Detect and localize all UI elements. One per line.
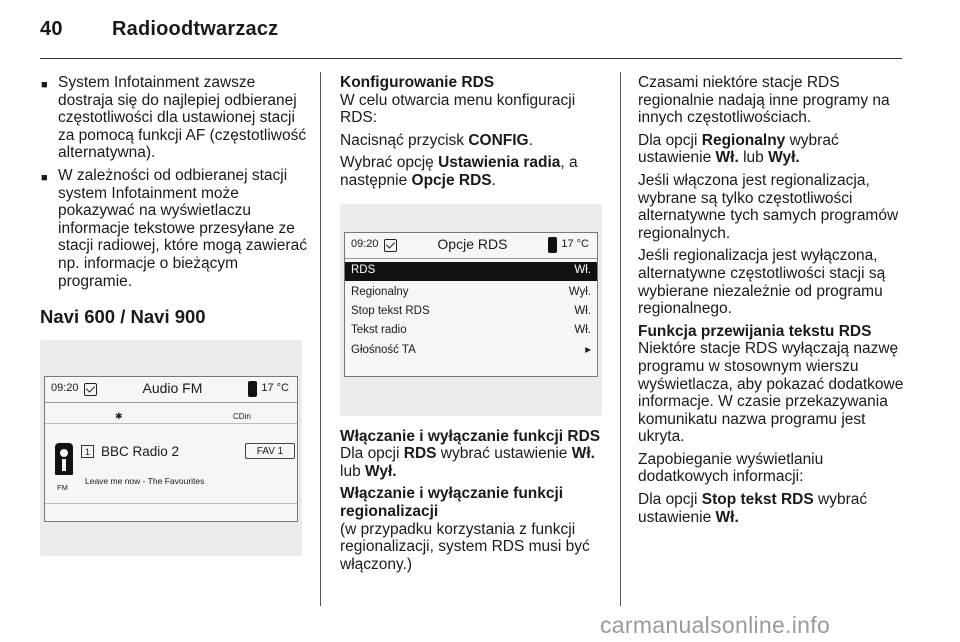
bluetooth-icon: ✱ bbox=[115, 410, 123, 421]
text: lub bbox=[340, 462, 365, 480]
rds-option-regional[interactable] bbox=[345, 284, 597, 303]
option-value: Wył. bbox=[568, 286, 591, 299]
radio-tower-icon bbox=[55, 443, 73, 475]
option-rds: Opcje RDS bbox=[411, 171, 492, 189]
rds-onoff-text bbox=[340, 445, 606, 480]
column-divider bbox=[320, 72, 321, 606]
bullet-text: System Infotainment zawsze dostraja się do najlepiej odbieranej częstotliwości dla ustawionej stacji za pomocą funkcji AF (częstotliwość alternatywna). bbox=[58, 74, 307, 162]
bullet-item bbox=[40, 167, 312, 290]
paragraph bbox=[638, 132, 906, 167]
watermark-url: carmanualsonline.info bbox=[600, 612, 831, 638]
temperature: 17 °C bbox=[261, 382, 289, 395]
clock: 09:20 bbox=[51, 382, 79, 395]
rds-option-ta-volume[interactable] bbox=[345, 342, 597, 361]
status-bar bbox=[45, 377, 297, 403]
text: Dla opcji bbox=[638, 491, 702, 509]
regional-text: (w przypadku korzystania z funkcji regionalizacji, system RDS musi być włączony.) bbox=[340, 520, 590, 573]
temperature: 17 °C bbox=[561, 238, 589, 251]
value-on: Wł. bbox=[715, 149, 739, 167]
page-number: 40 bbox=[40, 18, 63, 40]
column-divider bbox=[620, 72, 621, 606]
option-value: Wł. bbox=[574, 305, 591, 318]
bullet-item bbox=[40, 74, 312, 162]
rds-option-radio-text[interactable] bbox=[345, 322, 597, 341]
paragraph: Czasami niektóre stacje RDS regionalnie nadają inne programy na innych częstotliwościach. bbox=[638, 74, 890, 127]
section-title: Navi 600 / Navi 900 bbox=[40, 306, 206, 328]
divider bbox=[45, 503, 297, 504]
step-2 bbox=[340, 154, 606, 189]
value-off: Wył. bbox=[365, 462, 397, 480]
option-regional: Regionalny bbox=[701, 131, 786, 149]
column-3 bbox=[638, 74, 906, 531]
clock: 09:20 bbox=[351, 238, 379, 251]
option-rds: RDS bbox=[403, 445, 437, 463]
freeze-title: Funkcja przewijania tekstu RDS bbox=[638, 322, 872, 340]
config-intro: W celu otwarcia menu konfiguracji RDS: bbox=[340, 91, 576, 127]
thermometer-icon bbox=[548, 237, 557, 253]
option-label: Głośność TA bbox=[351, 344, 416, 357]
divider bbox=[45, 423, 297, 424]
text: wybrać ustawienie bbox=[436, 445, 572, 463]
step-1 bbox=[340, 132, 606, 150]
rds-option-rds[interactable] bbox=[345, 262, 597, 281]
rds-screen-photo bbox=[340, 204, 602, 416]
text: Nacisnąć przycisk bbox=[340, 131, 469, 149]
config-title: Konfigurowanie RDS bbox=[340, 74, 495, 91]
text: , a następnie bbox=[340, 154, 578, 189]
header-rule bbox=[40, 58, 902, 59]
thermometer-icon bbox=[248, 381, 257, 397]
value-on: Wł. bbox=[571, 445, 595, 463]
screen-title: Audio FM bbox=[142, 380, 203, 397]
status-bar bbox=[345, 233, 597, 259]
band-label: FM bbox=[57, 482, 68, 492]
screen-title: Opcje RDS bbox=[437, 236, 508, 253]
text: . bbox=[491, 171, 496, 189]
rds-screen bbox=[344, 232, 598, 377]
paragraph: Jeśli regionalizacja jest wyłączona, alternatywne częstotliwości stacji są wybierane niezależnie od programu regionalnego. bbox=[638, 247, 886, 318]
option-label: Tekst radio bbox=[351, 324, 407, 337]
config-key: CONFIG bbox=[468, 131, 529, 149]
text: Dla opcji bbox=[340, 445, 404, 463]
option-label: RDS bbox=[351, 264, 376, 277]
text: Wybrać opcję bbox=[340, 154, 439, 172]
text: Dla opcji bbox=[638, 131, 702, 149]
paragraph: Jeśli włączona jest regionalizacja, wybrane są tylko częstotliwości alternatywne tych samych programów regionalnych. bbox=[638, 171, 899, 242]
chevron-right-icon: ▸ bbox=[585, 344, 591, 357]
checkmark-icon bbox=[384, 239, 397, 252]
page-title: Radioodtwarzacz bbox=[112, 18, 279, 40]
option-label: Regionalny bbox=[351, 286, 409, 299]
column-2 bbox=[340, 74, 606, 578]
option-value: Wł. bbox=[574, 264, 591, 277]
value-on: Wł. bbox=[715, 508, 739, 526]
radiotext: Leave me now - The Favourites bbox=[85, 475, 205, 486]
audio-screen-photo bbox=[40, 340, 302, 556]
bullet-marker: ■ bbox=[41, 79, 48, 91]
text: wybrać ustawienie bbox=[638, 491, 868, 526]
option-stop-text: Stop tekst RDS bbox=[701, 491, 814, 509]
station-name: BBC Radio 2 bbox=[101, 443, 180, 459]
text: wybrać ustawienie bbox=[638, 131, 839, 167]
rds-option-stop-text[interactable] bbox=[345, 303, 597, 322]
source-cdin: CDin bbox=[233, 411, 251, 421]
checkmark-icon bbox=[84, 383, 97, 396]
value-off: Wył. bbox=[768, 149, 800, 167]
regional-title: Włączanie i wyłączanie funkcji regionalizacji bbox=[340, 485, 564, 520]
bullet-text: W zależności od odbieranej stacji system Infotainment może pokazywać na wyświetlaczu informacje tekstowe przesyłane ze stacji radiowej, które mogą zawierać np. informacje o bieżącym programie. bbox=[58, 166, 307, 290]
fav-button[interactable]: FAV 1 bbox=[245, 443, 295, 459]
audio-screen bbox=[44, 376, 298, 522]
bullet-marker: ■ bbox=[41, 171, 48, 184]
text: lub bbox=[738, 149, 769, 167]
column-1 bbox=[40, 74, 312, 556]
rds-onoff-title: Włączanie i wyłączanie funkcji RDS bbox=[340, 427, 601, 445]
option-label: Stop tekst RDS bbox=[351, 305, 430, 318]
text: . bbox=[528, 131, 533, 149]
option-value: Wł. bbox=[574, 324, 591, 337]
paragraph: Zapobieganie wyświetlaniu dodatkowych informacji: bbox=[638, 450, 824, 486]
page-header bbox=[40, 18, 278, 41]
paragraph bbox=[638, 491, 906, 526]
option-radio-settings: Ustawienia radia bbox=[438, 154, 561, 172]
preset-number: 1 bbox=[81, 445, 94, 458]
paragraph: Niektóre stacje RDS wyłączają nazwę programu w stosownym wierszu wyświetlacza, aby pokazać dodatkowe informacje. W czasie przekazywania komunikatu nazwa programu jest ukryta. bbox=[638, 340, 904, 446]
